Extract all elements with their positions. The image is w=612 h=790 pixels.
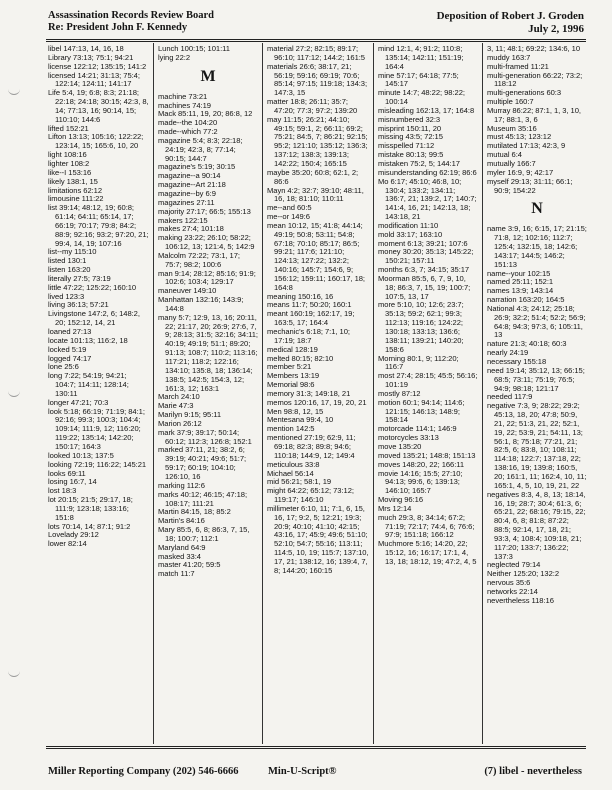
index-entry: Morning 80:1, 9; 112:20; 116:7 <box>378 353 459 372</box>
index-entry: living 36:13; 57:21 <box>48 300 109 310</box>
index-entry: missing 43:5; 72:15 <box>378 132 443 142</box>
index-entry: lost 18:3 <box>48 486 77 496</box>
index-entry: more 5:10, 10; 12:6; 23:7; 35:13; 59:2; 62:1; 99:3; 112:13; 119:16; 124:22; 130:18; 133:13; 136:6; 138:11; 139:21; 140:20; 158:6 <box>378 300 464 354</box>
index-entry: Mrs 12:14 <box>378 503 412 513</box>
index-entry: marking 112:6 <box>158 480 205 490</box>
index-entry: 3, 11; 48:1; 69:22; 134:6, 10 <box>487 44 580 53</box>
index-entry: myself 29:13; 31:11; 66:1; 90:9; 154:22 <box>487 176 573 195</box>
index-entry: money 30:20; 35:13; 145:22; 150:21; 157:11 <box>378 247 474 266</box>
index-entry: Murray 86:22; 87:1, 1, 3, 10, 17; 88:1, 3, 6 <box>487 105 581 124</box>
index-entry: makers 122:15 <box>158 215 208 225</box>
board-title: Assassination Records Review Board <box>48 10 214 21</box>
index-entry: motorcycles 33:13 <box>378 433 439 443</box>
index-entry: nevertheless 118:16 <box>487 595 554 605</box>
index-entry: mention 142:5 <box>267 424 315 434</box>
index-entry: me--and 60:5 <box>267 203 312 213</box>
index-entry: losing 16:7, 14 <box>48 477 97 487</box>
top-rule-inner <box>46 41 586 42</box>
index-entry: longer 47:21; 70:3 <box>48 397 109 407</box>
index-entry: misspelled 71:12 <box>378 141 435 151</box>
index-entry: mechanic's 6:18; 7:1, 10; 17:19; 18:7 <box>267 327 350 345</box>
index-entry: listed 130:1 <box>48 256 87 266</box>
index-entry: mentioned 27:19; 62:9, 11; 69:18; 82:3; 89:8; 94:6; 110:18; 144:9, 12; 149:4 <box>267 433 356 460</box>
index-entry: moment 6:13; 39:21; 107:6 <box>378 238 468 248</box>
index-entry: material 27:2; 82:15; 89:17; 96:10; 117:12; 144:2; 161:5 <box>267 44 365 62</box>
index-entry: name--your 102:15 <box>487 268 551 278</box>
index-entry: many 5:7; 12:9, 13, 16; 20:11, 22; 21:17, 20; 26:9; 27:6, 7, 9; 28:13; 31:5; 32:16; 34:11; 40:19; 49:19; 51:1; 89:20; 91:13; 108:7; 110:2; 113:16; 117:21; 118:2; 122:16; 134:10; 135:8, 18; 136:14; 138:5; 142:5; 154:3, 12; 161:3, 12; 163:1 <box>158 312 258 393</box>
index-entry: Mo 6:17; 45:10; 46:8, 10; 130:4; 133:2; 134:11; 136:7, 21; 139:2, 17; 140:7; 141:4, 16, 21; 142:13, 18; 143:18, 21 <box>378 176 477 222</box>
index-entry: networks 22:14 <box>487 586 538 596</box>
index-entry: mean 10:12, 15; 41:8; 44:14; 49:19; 50:8; 53:11; 54:8; 67:18; 70:10; 85:17; 86:5; 99:21; 117:6; 121:10; 124:13; 127:22; 132:2; 140:16; 145:7; 154:6, 9; 156:12; 159:11; 160:17, 18; 164:8 <box>267 220 365 292</box>
deposition-date: July 2, 1996 <box>528 23 584 35</box>
index-entry: Lunch 100:15; 101:11 <box>158 44 230 53</box>
index-entry: melted 80:15; 82:10 <box>267 353 334 363</box>
index-entry: Neither 125:20; 132:2 <box>487 569 559 579</box>
index-entry: match 11:7 <box>158 569 195 579</box>
index-entry: matter 18:8; 26:11; 35:7; 47:20; 77:3; 97:2; 139:20 <box>267 97 358 115</box>
index-entry: named 25:11; 152:1 <box>487 277 554 287</box>
index-entry: mid 56:21; 58:1, 19 <box>267 477 332 487</box>
index-entry: likely 138:1, 15 <box>48 176 98 186</box>
index-entry: limousine 111:22 <box>48 194 104 204</box>
index-entry: moved 135:21; 148:8; 151:13 <box>378 450 476 460</box>
punch-hole-1 <box>8 86 20 95</box>
index-entry: movie 14:16; 15:5; 27:10; 94:13; 99:6, 6; 139:13; 146:10; 165:7 <box>378 468 463 496</box>
bottom-rule <box>46 746 586 747</box>
index-entry: look 5:18; 66:19; 71:19; 84:1; 92:16; 99:3; 100:3; 104:4; 109:14; 111:9, 12; 116:20; 119:22; 135:14; 142:20; 150:17; 164:3 <box>48 406 145 451</box>
index-entry: Marilyn 9:15; 95:11 <box>158 410 222 420</box>
index-entry: might 64:22; 65:12; 73:12; 119:17; 146:10 <box>267 486 354 505</box>
index-entry: licensed 14:21; 31:13; 75:4; 122:14; 124:11; 141:17 <box>48 70 140 89</box>
footer-company: Miller Reporting Company (202) 546-6666 <box>48 766 239 777</box>
index-entry: Muchmore 5:16; 14:20, 22; 15:12, 16; 16:17; 17:1, 4, 13, 18; 18:12, 19; 47:2, 4, 5 <box>378 539 477 566</box>
index-entry: looking 72:19; 116:22; 145:21 <box>48 459 147 469</box>
index-entry: multiple 160:7 <box>487 97 534 107</box>
index-entry: locate 101:13; 116:2, 18 <box>48 335 128 345</box>
index-entry: minute 14:7; 48:22; 98:22; 100:14 <box>378 88 465 107</box>
index-entry: multi-generation 66:22; 73:2; 118:12 <box>487 70 583 89</box>
index-entry: locked 5:19 <box>48 344 87 354</box>
index-entry: necessary 155:18 <box>487 357 547 366</box>
index-entry: most 27:4; 28:15; 45:5; 56:16; 101:19 <box>378 371 478 390</box>
section-letter: M <box>200 67 216 85</box>
index-entry: little 47:22; 125:22; 160:10 <box>48 282 137 292</box>
index-entry: misprint 150:11, 20 <box>378 123 442 133</box>
index-entry: lots 70:14, 14; 87:1; 91:2 <box>48 521 131 531</box>
deposition-title: Deposition of Robert J. Groden <box>436 10 584 22</box>
index-entry: mind 12:1, 4; 91:2; 110:8; 135:14; 142:11; 151:19; 164:4 <box>378 44 464 71</box>
index-entry: nervous 35:6 <box>487 578 531 588</box>
index-entry: materials 26:6; 38:17, 21; 56:19; 59:16; 69:19; 70:6; 85:14; 97:15; 119:18; 134:3; 147:3, 15 <box>267 61 368 98</box>
index-entry: limitations 62:12 <box>48 185 103 195</box>
index-entry: license 122:12; 135:15; 141:2 <box>48 61 147 71</box>
index-entry: narration 163:20; 164:5 <box>487 295 565 305</box>
index-entry: mutual 6:4 <box>487 150 522 160</box>
index-entry: lifted 152:21 <box>48 123 89 133</box>
index-entry: nearly 24:19 <box>487 348 529 358</box>
top-rule <box>46 39 586 40</box>
index-entry: list 39:14; 48:12, 19; 60:8; 61:14; 64:11; 65:14, 17; 66:19; 70:17; 79:8; 84:2; 88:9; 92:16; 93:2; 97:20, 21; 99:4, 14, 19; 107:16 <box>48 203 149 248</box>
index-entry: magazine 5:4; 8:3; 22:18; 24:19; 42:3, 8; 77:14; 90:15; 144:7 <box>158 135 243 163</box>
index-entry: looks 69:11 <box>48 468 86 478</box>
index-entry: list--my 115:10 <box>48 247 97 257</box>
index-entry: lighter 108:2 <box>48 158 90 168</box>
index-entry: made--which 77:2 <box>158 127 218 137</box>
index-entry: Mack 85:11, 19, 20; 86:8, 12 <box>158 109 253 119</box>
index-entry: Members 13:19 <box>267 371 320 381</box>
index-entry: long 7:22; 54:19; 94:21; 104:7; 114:11; 128:14; 130:11 <box>48 371 129 398</box>
index-entry: National 4:3; 24:12; 25:18; 26:9; 32:2; 51:4; 52:2; 56:9; 64:8; 94:3; 97:3, 6; 105:11, 13 <box>487 303 586 340</box>
index-entry: neglected 79:14 <box>487 560 541 570</box>
index-entry: marked 37:11, 21; 38:2, 6; 39:19; 40:21; 49:6; 51:7; 59:17; 60:19; 104:10; 126:10, 16 <box>158 445 247 481</box>
index-entry: name 3:9, 16; 6:15, 17; 21:15; 71:8, 12; 102:16; 112:7; 125:4; 132:15, 18; 142:6; 143:17; 144:5; 146:2; 151:13 <box>487 224 587 269</box>
header-left <box>48 10 214 34</box>
index-entry: libel 147:13, 14, 16, 18 <box>48 44 124 53</box>
index-entry: Life 5:4, 19; 6:8; 8:3; 21:18; 22:18; 24:18; 30:15; 42:3, 8, 14; 77:13, 16; 90:14, 15; 110:10; 144:6 <box>48 88 149 124</box>
index-entry: much 29:3, 8; 34:14; 67:2; 71:19; 72:17; 74:4, 6; 76:6; 97:9; 151:18; 166:12 <box>378 512 475 540</box>
index-entry: majority 27:17; 66:5; 155:13 <box>158 206 251 216</box>
index-entry: motion 60:1; 94:14; 114:6; 121:15; 146:13; 148:9; 158:14 <box>378 397 465 425</box>
index-entry: Malcolm 72:22; 73:1, 17; 75:7; 98:2; 100:6 <box>158 250 240 269</box>
index-entry: nature 21:3; 40:18; 60:3 <box>487 339 567 349</box>
index-entry: maybe 35:20; 60:8; 62:1, 2; 86:6 <box>267 167 359 186</box>
index-entry: Martin's 84:16 <box>158 516 205 526</box>
index-column <box>378 45 478 567</box>
column-divider <box>262 43 263 744</box>
index-entry: like--I 153:16 <box>48 167 92 177</box>
index-entry: names 13:9; 143:14 <box>487 286 554 296</box>
index-entry: Marion 26:12 <box>158 418 202 428</box>
index-entry: loaned 27:13 <box>48 327 92 336</box>
index-entry: motorcade 114:1; 146:9 <box>378 424 457 434</box>
index-entry: means 11:7; 50:20; 160:1 <box>267 300 352 310</box>
index-entry: Marie 47:3 <box>158 401 194 411</box>
index-entry: negatives 8:3, 4, 8, 13; 18:14, 16, 19; 28:7; 30:4; 61:3, 6; 65:21, 22; 68:16; 79:15, 22; 80:4, 6, 8; 81:8; 87:22; 88:5; 92:14, 17, 18, 21; 93:3, 4; 108:4; 109:18, 21; 117:20; 133:7; 136:22; 137:3 <box>487 489 586 561</box>
index-entry: magazine--a 90:14 <box>158 171 221 181</box>
index-entry: mold 33:17; 163:10 <box>378 229 443 239</box>
index-entry: need 19:14; 35:12, 13; 66:15; 68:5; 73:11; 75:19; 76:5; 94:9; 98:18; 121:17 <box>487 365 585 393</box>
index-entry: Library 73:13; 75:1; 94:21 <box>48 52 134 62</box>
index-entry: Livingstone 147:2, 6; 148:2, 20; 152:12, 14, 21 <box>48 309 140 328</box>
index-entry: moves 148:20, 22; 166:11 <box>378 459 465 469</box>
index-entry: maneuver 149:10 <box>158 286 217 296</box>
index-entry: may 11:15; 26:21; 44:10; 49:15; 59:1, 2; 66:11; 69:2; 75:21; 84:5, 7; 86:21; 92:15; 95:2; 121:10; 135:12; 136:3; 137:12; 138:3; 139:13; 142:22; 150:4; 165:15 <box>267 114 368 168</box>
index-entry: must 45:13; 123:12 <box>487 132 552 142</box>
index-column <box>48 45 149 549</box>
index-entry: mine 57:17; 64:18; 77:5; 145:17 <box>378 70 459 89</box>
index-column <box>267 45 369 576</box>
index-entry: misleading 162:13, 17; 164:8 <box>378 105 475 115</box>
column-divider <box>482 43 483 744</box>
index-entry: mostly 87:12 <box>378 388 421 398</box>
index-entry: Museum 35:16 <box>487 123 537 133</box>
index-entry: negative 7:3, 9; 28:22; 29:2; 45:13, 18, 20; 47:8; 50:9, 21, 22; 51:3, 21, 22; 52:1, 19, 22; 53:9, 21; 54:11, 13; 56:1, 8; 75:18; 77:21, 21; 82:5, 6; 83:8, 10; 108:11; 114:18; 122:7; 137:18, 22; 138:16, 19; 139:8; 160:5, 20; 161:1, 11; 162:4, 10, 11; 165:1, 4, 5, 10, 19, 21, 22 <box>487 401 587 490</box>
index-entry: me--or 149:6 <box>267 212 310 222</box>
index-entry: member 5:21 <box>267 362 312 372</box>
index-entry: magazine--by 6:9 <box>158 188 216 198</box>
index-entry: months 6:3, 7; 34:15; 35:17 <box>378 265 470 275</box>
index-entry: literally 27:5; 73:19 <box>48 273 111 283</box>
index-entry: Michael 56:14 <box>267 468 314 478</box>
index-entry: meticulous 33:8 <box>267 459 320 469</box>
index-entry: mark 37:9; 39:17; 50:14; 60:12; 112:3; 126:8; 152:1 <box>158 427 252 446</box>
index-entry: multi-framed 11:21 <box>487 61 549 71</box>
index-entry: machines 74:19 <box>158 100 211 110</box>
index-entry: Mary 85:5, 6, 8; 86:3, 7, 15, 18; 100:7; 112:1 <box>158 525 250 543</box>
index-column <box>158 45 258 579</box>
bottom-rule-inner <box>46 748 586 749</box>
index-entry: Memorial 98:6 <box>267 380 315 390</box>
index-entry: modification 11:10 <box>378 220 439 230</box>
index-entry: lived 123:3 <box>48 291 85 301</box>
index-entry: logged 74:17 <box>48 353 92 363</box>
index-entry: masked 33:4 <box>158 551 201 561</box>
index-entry: Manhattan 132:16; 143:9; 144:8 <box>158 295 244 313</box>
index-entry: millimeter 6:10, 11; 7:1, 6, 15, 16, 17; 9:2, 5; 12:21; 19:3; 20:9; 40:10; 41:10; 42:15; 43:16, 17; 45:9; 49:6; 51:10; 52:10; 54:7; 55:16; 113:11; 114:5, 10, 19; 115:7; 137:10, 17, 21; 138:12, 16; 139:4, 7, 8; 144:20; 160:15 <box>267 503 369 575</box>
case-title: Re: President John F. Kennedy <box>48 22 188 33</box>
index-entry: Moving 96:16 <box>378 495 423 505</box>
index-entry: misunderstanding 62:19; 86:6 <box>378 167 477 177</box>
index-entry: man 9:14; 28:12; 85:16; 91:9; 102:6; 103:4; 129:17 <box>158 268 256 287</box>
column-divider <box>373 43 374 744</box>
index-entry: light 108:16 <box>48 150 87 160</box>
index-entry: memory 31:3; 149:18, 21 <box>267 388 351 398</box>
index-entry: multi-generations 60:3 <box>487 88 562 98</box>
index-entry: machine 73:21 <box>158 91 208 101</box>
index-entry: meant 160:19; 162:17, 19; 163:5, 17; 164:4 <box>267 309 355 328</box>
index-entry: medical 128:19 <box>267 344 318 354</box>
index-entry: listen 163:20 <box>48 265 91 275</box>
section-letter: N <box>531 200 543 218</box>
index-entry: lot 20:15; 21:5; 29:17, 18; 111:9; 123:18; 133:16; 151:8 <box>48 495 133 522</box>
index-entry: Moorman 85:5, 6, 7, 9, 10, 18; 86:3, 7, 15, 19; 100:7; 107:5, 13, 17 <box>378 273 471 301</box>
index-entry: mutilated 17:13; 42:3, 9 <box>487 141 566 151</box>
footer-script: Min-U-Script® <box>268 766 337 777</box>
index-entry: magazine--Art 21:18 <box>158 180 226 190</box>
index-column <box>487 45 587 606</box>
index-entry: needed 117:9 <box>487 392 533 402</box>
index-entry: mistaken 75:2, 5; 144:17 <box>378 158 460 168</box>
index-entry: Maryland 64:9 <box>158 542 206 552</box>
index-entry: Lifton 13:13; 105:16; 122:22; 123:14, 15; 165:6, 10, 20 <box>48 132 144 151</box>
footer-page: (7) libel - nevertheless <box>484 766 582 777</box>
index-entry: marks 40:12; 46:15; 47:18; 108:17; 111:21 <box>158 489 248 508</box>
index-entry: lone 25:6 <box>48 362 79 372</box>
index-entry: lying 22:2 <box>158 52 191 62</box>
index-entry: mutually 166:7 <box>487 158 536 168</box>
index-entry: Lovelady 29:12 <box>48 530 99 540</box>
column-divider <box>153 43 154 744</box>
index-entry: Men 98:8, 12, 15 <box>267 406 324 416</box>
punch-hole-3 <box>8 668 20 677</box>
index-entry: lower 82:14 <box>48 539 87 549</box>
punch-hole-2 <box>8 388 20 397</box>
index-entry: master 41:20; 59:5 <box>158 560 221 570</box>
index-entry: memos 120:16, 17, 19, 20, 21 <box>267 397 367 407</box>
index-entry: magazines 27:11 <box>158 197 215 207</box>
index-entry: Martin 84:15, 18; 85:2 <box>158 507 231 517</box>
index-entry: making 23:22; 26:10; 58:22; 106:12, 13; 121:4, 5; 142:9 <box>158 233 255 252</box>
index-entry: mistake 80:13; 99:5 <box>378 150 444 160</box>
index-entry: looked 10:13; 137:5 <box>48 450 114 460</box>
index-entry: Mentesana 99:4, 10 <box>267 415 334 425</box>
index-entry: muddy 163:7 <box>487 52 531 62</box>
index-entry: misnumbered 32:3 <box>378 114 441 124</box>
index-entry: makes 27:4; 101:18 <box>158 224 224 234</box>
index-entry: move 135:20 <box>378 441 422 451</box>
index-entry: Mayn 4:2; 32:7; 39:10; 48:11, 16, 18; 81:10; 110:11 <box>267 185 364 204</box>
index-entry: myler 16:9, 9; 42:17 <box>487 167 554 177</box>
index-entry: made--the 104:20 <box>158 118 218 128</box>
index-entry: meaning 150:16, 16 <box>267 291 334 301</box>
index-entry: magazine's 5:19; 30:15 <box>158 162 236 172</box>
header-right <box>437 10 584 36</box>
index-entry: March 24:10 <box>158 392 200 402</box>
